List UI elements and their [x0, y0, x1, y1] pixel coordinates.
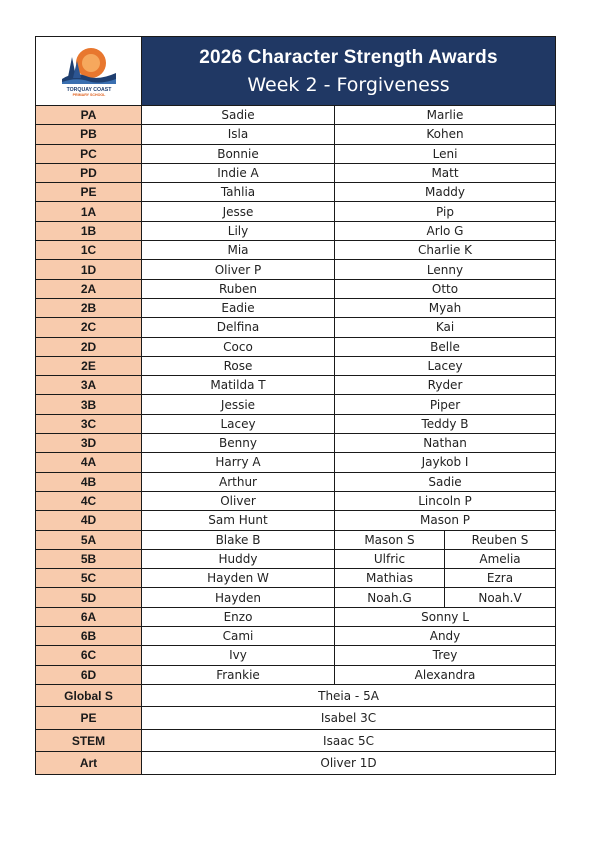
table-row — [36, 729, 556, 752]
logo-subtext: PRIMARY SCHOOL — [72, 93, 105, 97]
award-name: Charlie K — [335, 241, 556, 260]
page-subtitle: Week 2 - Forgiveness — [247, 73, 450, 96]
table-row — [36, 569, 556, 588]
award-name: Huddy — [142, 549, 335, 568]
award-name: Kai — [335, 318, 556, 337]
class-label: PC — [36, 144, 142, 163]
table-row — [36, 434, 556, 453]
award-name: Noah.G — [335, 588, 445, 607]
award-name: Eadie — [142, 298, 335, 317]
table-row — [36, 106, 556, 125]
table-row — [36, 241, 556, 260]
class-label: 3C — [36, 414, 142, 433]
award-name: Arthur — [142, 472, 335, 491]
class-label: PB — [36, 125, 142, 144]
class-label: PE — [36, 183, 142, 202]
table-row — [36, 414, 556, 433]
award-name: Sadie — [335, 472, 556, 491]
table-row — [36, 260, 556, 279]
class-label: 5A — [36, 530, 142, 549]
award-name: Noah.V — [445, 588, 556, 607]
header-row — [36, 37, 556, 106]
class-label: 5B — [36, 549, 142, 568]
award-name: Nathan — [335, 434, 556, 453]
table-row — [36, 318, 556, 337]
award-name: Jesse — [142, 202, 335, 221]
class-label: 1B — [36, 221, 142, 240]
school-logo — [36, 37, 142, 106]
table-row — [36, 627, 556, 646]
class-label: STEM — [36, 729, 142, 752]
class-label: 6C — [36, 646, 142, 665]
award-name: Sam Hunt — [142, 511, 335, 530]
table-row — [36, 511, 556, 530]
award-name: Isaac 5C — [142, 729, 556, 752]
page-title: 2026 Character Strength Awards — [199, 46, 498, 68]
award-name: Ivy — [142, 646, 335, 665]
award-name: Rose — [142, 356, 335, 375]
award-name: Indie A — [142, 163, 335, 182]
class-label: 1C — [36, 241, 142, 260]
table-row — [36, 337, 556, 356]
class-label: 3D — [36, 434, 142, 453]
class-label: 4A — [36, 453, 142, 472]
award-name: Oliver 1D — [142, 752, 556, 775]
class-label: Global S — [36, 684, 142, 707]
award-name: Sadie — [142, 106, 335, 125]
award-name: Sonny L — [335, 607, 556, 626]
class-label: 3B — [36, 395, 142, 414]
award-name: Amelia — [445, 549, 556, 568]
class-label: 2C — [36, 318, 142, 337]
table-row — [36, 221, 556, 240]
logo-text: TORQUAY COAST — [66, 87, 111, 93]
class-label: 6B — [36, 627, 142, 646]
award-name: Alexandra — [335, 665, 556, 684]
table-row — [36, 665, 556, 684]
award-name: Kohen — [335, 125, 556, 144]
award-name: Lincoln P — [335, 491, 556, 510]
award-name: Isla — [142, 125, 335, 144]
award-name: Isabel 3C — [142, 707, 556, 730]
class-label: 2A — [36, 279, 142, 298]
award-name: Otto — [335, 279, 556, 298]
table-row — [36, 530, 556, 549]
class-label: 4D — [36, 511, 142, 530]
award-name: Lacey — [335, 356, 556, 375]
award-name: Theia - 5A — [142, 684, 556, 707]
table-row — [36, 491, 556, 510]
award-name: Enzo — [142, 607, 335, 626]
class-label: 4B — [36, 472, 142, 491]
table-row — [36, 356, 556, 375]
class-label: 2E — [36, 356, 142, 375]
award-name: Blake B — [142, 530, 335, 549]
award-name: Hayden W — [142, 569, 335, 588]
award-name: Benny — [142, 434, 335, 453]
award-name: Myah — [335, 298, 556, 317]
school-logo-icon — [58, 43, 120, 99]
award-name: Leni — [335, 144, 556, 163]
award-name: Bonnie — [142, 144, 335, 163]
award-name: Ulfric — [335, 549, 445, 568]
table-row — [36, 279, 556, 298]
title-block — [142, 37, 556, 106]
award-name: Coco — [142, 337, 335, 356]
class-label: PD — [36, 163, 142, 182]
award-name: Ryder — [335, 376, 556, 395]
class-label: PE — [36, 707, 142, 730]
award-name: Mia — [142, 241, 335, 260]
table-row — [36, 549, 556, 568]
award-name: Maddy — [335, 183, 556, 202]
class-label: 2D — [36, 337, 142, 356]
award-name: Trey — [335, 646, 556, 665]
award-name: Marlie — [335, 106, 556, 125]
class-label: 6D — [36, 665, 142, 684]
award-name: Matilda T — [142, 376, 335, 395]
award-name: Oliver P — [142, 260, 335, 279]
award-name: Delfina — [142, 318, 335, 337]
award-name: Oliver — [142, 491, 335, 510]
table-row — [36, 472, 556, 491]
table-row — [36, 588, 556, 607]
table-row — [36, 163, 556, 182]
award-name: Piper — [335, 395, 556, 414]
award-name: Mason P — [335, 511, 556, 530]
award-name: Matt — [335, 163, 556, 182]
table-row — [36, 684, 556, 707]
award-name: Ruben — [142, 279, 335, 298]
award-name: Jessie — [142, 395, 335, 414]
table-row — [36, 646, 556, 665]
table-row — [36, 125, 556, 144]
award-name: Mathias — [335, 569, 445, 588]
award-name: Frankie — [142, 665, 335, 684]
table-row — [36, 707, 556, 730]
award-name: Arlo G — [335, 221, 556, 240]
award-name: Lily — [142, 221, 335, 240]
class-label: PA — [36, 106, 142, 125]
award-name: Teddy B — [335, 414, 556, 433]
table-row — [36, 395, 556, 414]
class-label: Art — [36, 752, 142, 775]
table-row — [36, 183, 556, 202]
table-row — [36, 752, 556, 775]
class-label: 2B — [36, 298, 142, 317]
table-row — [36, 453, 556, 472]
award-name: Belle — [335, 337, 556, 356]
award-name: Ezra — [445, 569, 556, 588]
table-row — [36, 144, 556, 163]
award-name: Mason S — [335, 530, 445, 549]
award-name: Andy — [335, 627, 556, 646]
table-row — [36, 298, 556, 317]
award-name: Reuben S — [445, 530, 556, 549]
award-name: Jaykob I — [335, 453, 556, 472]
award-name: Tahlia — [142, 183, 335, 202]
class-label: 4C — [36, 491, 142, 510]
awards-table — [35, 36, 556, 775]
award-name: Cami — [142, 627, 335, 646]
award-name: Hayden — [142, 588, 335, 607]
table-row — [36, 376, 556, 395]
class-label: 5D — [36, 588, 142, 607]
table-row — [36, 607, 556, 626]
class-label: 1A — [36, 202, 142, 221]
table-row — [36, 202, 556, 221]
award-name: Pip — [335, 202, 556, 221]
class-label: 5C — [36, 569, 142, 588]
class-label: 1D — [36, 260, 142, 279]
class-label: 3A — [36, 376, 142, 395]
class-label: 6A — [36, 607, 142, 626]
award-name: Harry A — [142, 453, 335, 472]
award-name: Lacey — [142, 414, 335, 433]
award-name: Lenny — [335, 260, 556, 279]
